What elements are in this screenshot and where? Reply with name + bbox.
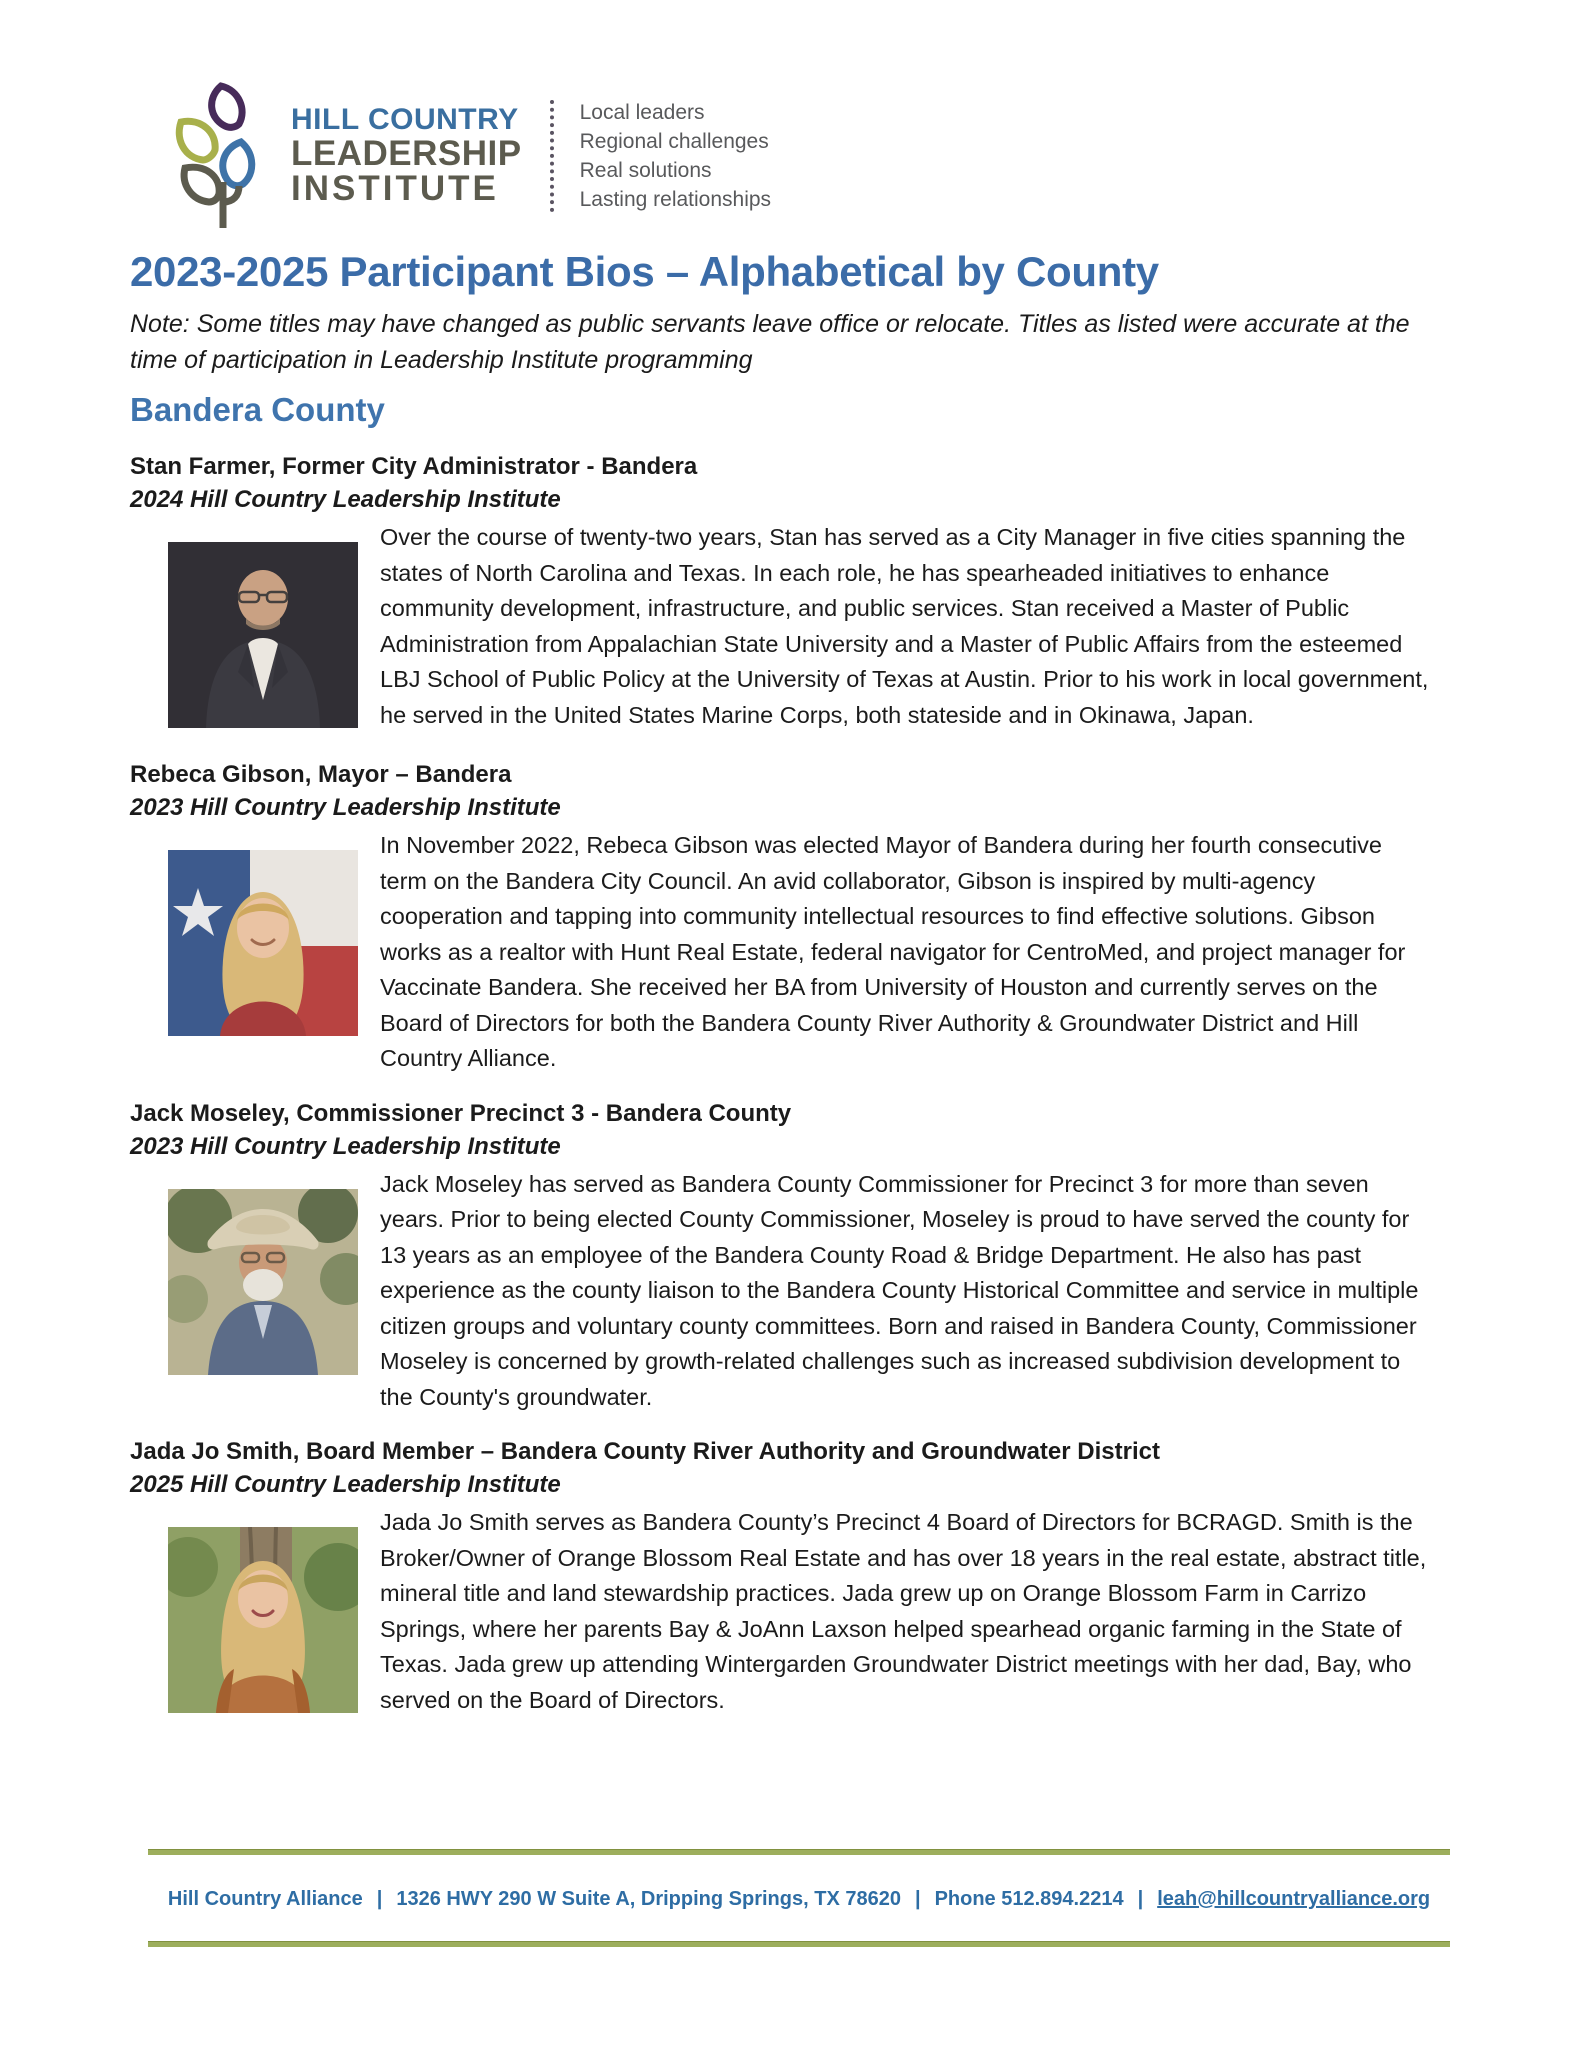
bio-jack-moseley [130, 1097, 1430, 1416]
jada-jo-smith-photo [168, 1527, 358, 1713]
tagline: Regional challenges [579, 130, 769, 153]
footer-contact-line [148, 1887, 1450, 1911]
logo-line-1: HILL COUNTRY [291, 103, 519, 137]
participant-bio-text: Over the course of twenty-two years, Stan has served as a City Manager in five cities spanning the states of North Carolina and Texas. In each role, he has spearheaded initiatives to enhance community development, infrastructure, and public services. Stan received a Master of Public Administration from Appalachian State University and a Master of Public Affairs from the esteemed LBJ School of Public Policy at the University of Texas at Austin. Prior to his work in local government, he served in the United States Marine Corps, both stateside and in Okinawa, Japan. [380, 524, 1429, 728]
tagline: Lasting relationships [579, 188, 772, 211]
participant-bio-paragraph [130, 1167, 1430, 1416]
footer-address: 1326 HWY 290 W Suite A, Dripping Springs, TX 78620 [396, 1888, 901, 1910]
participant-bio-text: Jada Jo Smith serves as Bandera County’s Precinct 4 Board of Directors for BCRAGD. Smith is the Broker/Owner of Orange Blossom Real Estate and has over 18 years in the real estate, abstract title, mineral title and land stewardship practices. Jada grew up on Orange Blossom Farm in Carrizo Springs, where her parents Bay & JoAnn Laxson helped spearhead organic farming in the State of Texas. Jada grew up attending Wintergarden Groundwater District meetings with her dad, Bay, who served on the Board of Directors. [380, 1509, 1427, 1713]
tagline: Real solutions [579, 159, 712, 182]
logo-wordmark [291, 105, 522, 207]
footer-separator: | [914, 1888, 921, 1910]
logo-taglines [580, 98, 771, 214]
participant-name-title: Jada Jo Smith, Board Member – Bandera County River Authority and Groundwater District [130, 1438, 1160, 1465]
county-heading: Bandera County [130, 391, 385, 428]
participant-program: 2025 Hill Country Leadership Institute [130, 1471, 561, 1498]
page-title: 2023-2025 Participant Bios – Alphabetical by County [130, 248, 1159, 295]
participant-program: 2024 Hill Country Leadership Institute [130, 486, 561, 513]
participant-program: 2023 Hill Country Leadership Institute [130, 1132, 561, 1160]
bio-stan-farmer [130, 450, 1430, 738]
header [163, 82, 771, 230]
stan-farmer-photo [168, 542, 358, 728]
bio-rebeca-gibson [130, 758, 1430, 1077]
rebeca-gibson-photo [168, 850, 358, 1036]
footer-bottom-rule [148, 1941, 1450, 1947]
participant-name-title: Stan Farmer, Former City Administrator - Bandera [130, 453, 698, 480]
logo-dotted-divider [550, 100, 554, 212]
footer-separator: | [1137, 1888, 1144, 1910]
hill-country-leadership-institute-logo-icon [163, 82, 281, 230]
tagline: Local leaders [579, 101, 705, 124]
footer-email-link[interactable]: leah@hillcountryalliance.org [1157, 1888, 1431, 1910]
bio-jada-jo-smith [130, 1435, 1430, 1723]
participant-bio-paragraph [130, 1505, 1430, 1718]
participant-program: 2023 Hill Country Leadership Institute [130, 794, 561, 821]
participant-bio-paragraph [130, 520, 1430, 733]
footer-phone: Phone 512.894.2214 [934, 1888, 1124, 1910]
logo-line-3: INSTITUTE [291, 169, 499, 209]
jack-moseley-photo [168, 1189, 358, 1375]
footer-separator: | [376, 1888, 383, 1910]
participant-bio-text: In November 2022, Rebeca Gibson was elected Mayor of Bandera during her fourth consecutive term on the Bandera City Council. An avid collaborator, Gibson is inspired by multi-agency cooperation and tapping into community intellectual resources to find effective solutions. Gibson works as a realtor with Hunt Real Estate, federal navigator for CentroMed, and project manager for Vaccinate Bandera. She received her BA from University of Houston and currently serves on the Board of Directors for both the Bandera County River Authority & Groundwater District and Hill Country Alliance. [380, 832, 1406, 1071]
participant-bio-text: Jack Moseley has served as Bandera County Commissioner for Precinct 3 for more than seven years. Prior to being elected County Commissioner, Moseley is proud to have served the county for 13 years as an employee of the Bandera County Road & Bridge Department. He also has past experience as the county liaison to the Bandera County Historical Committee and service in multiple citizen groups and voluntary county committees. Born and raised in Bandera County, Commissioner Moseley is concerned by growth-related challenges such as increased subdivision development to the County's groundwater. [380, 1170, 1419, 1410]
main-content [130, 248, 1430, 1723]
footer-top-rule [148, 1849, 1450, 1855]
logo-line-2: LEADERSHIP [291, 133, 522, 173]
note-text: Note: Some titles may have changed as public servants leave office or relocate. Titles as listed were accurate at the time of participation in Leadership Institute programming [130, 310, 1410, 374]
footer [148, 1849, 1450, 1947]
participant-bio-paragraph [130, 828, 1430, 1077]
participant-name-title: Rebeca Gibson, Mayor – Bandera [130, 761, 512, 788]
participant-name-title: Jack Moseley, Commissioner Precinct 3 - Bandera County [130, 1099, 792, 1127]
footer-org: Hill Country Alliance [167, 1888, 363, 1910]
